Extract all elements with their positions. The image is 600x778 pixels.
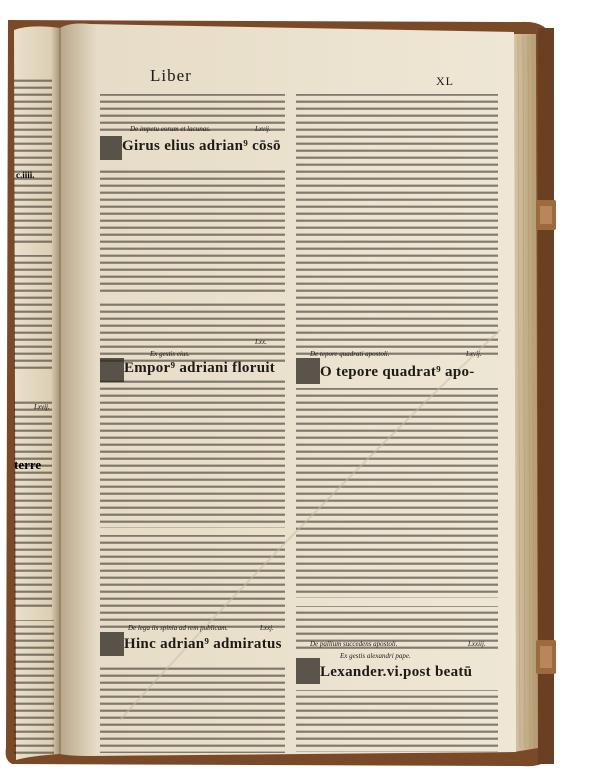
- subheading: De tepore quadrati apostoli.: [310, 350, 390, 358]
- left-margin-note: Lxvij.: [34, 403, 50, 411]
- margin-note: Lxvij.: [255, 125, 271, 133]
- column-heading: Hinc adrian⁹ admiratus: [124, 636, 282, 652]
- margin-note: Lxxj.: [260, 624, 274, 632]
- subheading: Ex gestis alexandri pape.: [340, 652, 411, 660]
- page-edges: [512, 34, 538, 752]
- initial-letter: [100, 632, 124, 656]
- column-heading: O tepore quadrat⁹ apo-: [320, 364, 475, 380]
- left-page-word: terre: [14, 457, 42, 472]
- initial-letter: [296, 358, 320, 384]
- column-heading: Lexander.vi.post beatū: [320, 664, 473, 680]
- subheading: De impetu eorum et lacunas.: [130, 125, 211, 133]
- column-heading: Girus elius adrian⁹ cōsō: [122, 138, 281, 154]
- column-heading: Empor⁹ adriani floruit: [124, 360, 276, 376]
- folio-number: XL: [436, 74, 454, 88]
- initial-letter: [100, 136, 122, 160]
- margin-note: Lxxiij.: [468, 640, 486, 648]
- subheading: De pallium succedens apostoli.: [310, 640, 398, 648]
- initial-letter: [296, 658, 320, 684]
- margin-note: Lxx.: [255, 338, 267, 346]
- running-header-left: Liber: [150, 66, 192, 85]
- left-page-word: c.iiii.: [16, 170, 35, 180]
- subheading: Ex gestis eius.: [150, 350, 190, 358]
- initial-letter: [100, 358, 124, 382]
- subheading: De lega iis spinia ad rem publicam.: [128, 624, 228, 632]
- margin-note: Lxvij.: [466, 350, 482, 358]
